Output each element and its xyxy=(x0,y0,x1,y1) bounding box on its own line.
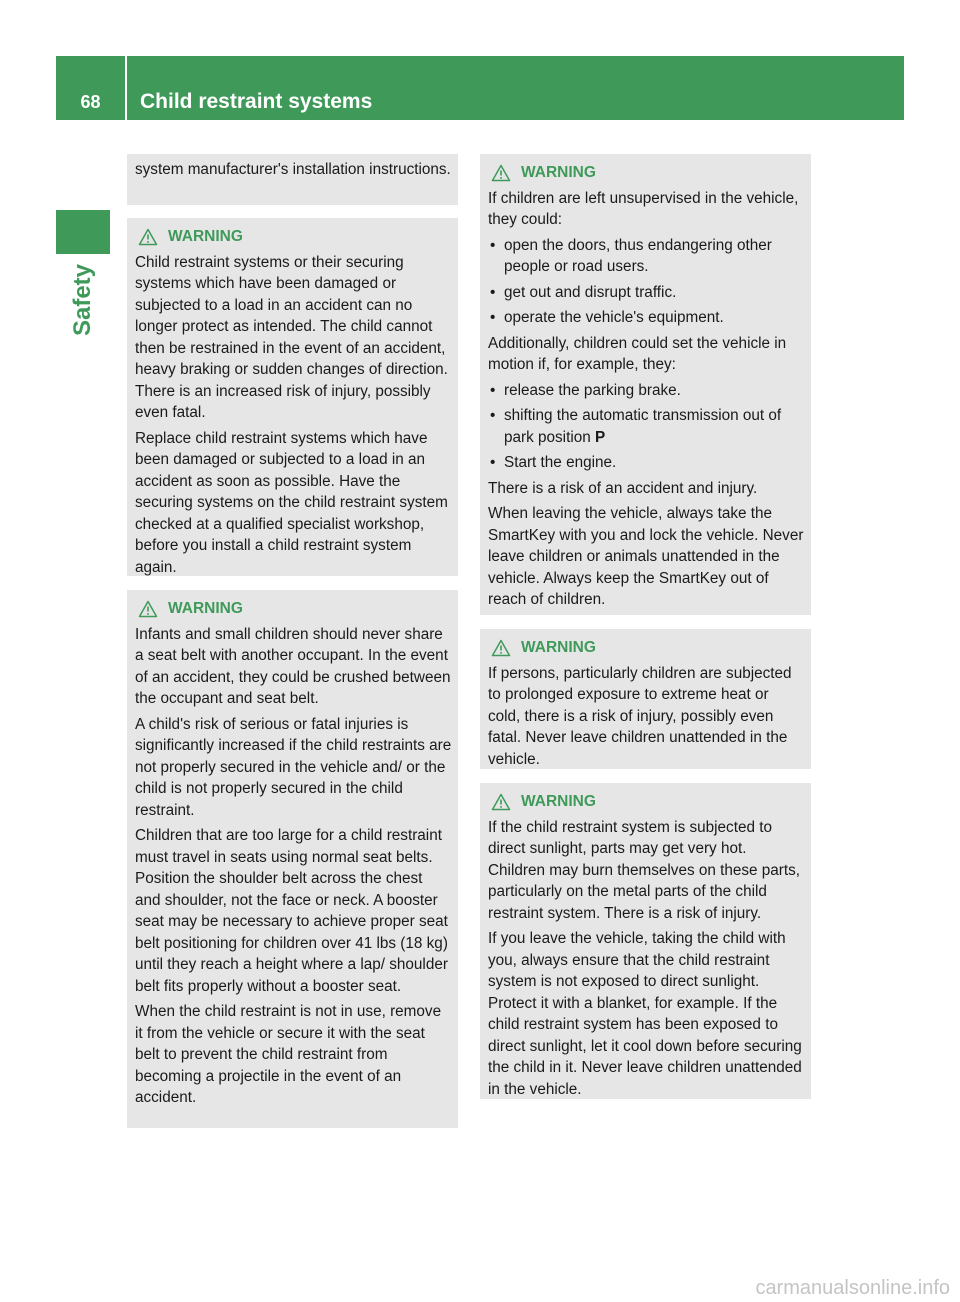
warning-title: WARNING xyxy=(521,164,596,181)
warning-paragraph: If persons, particularly children are subjected to prolonged exposure to extreme heat or cold, there is a risk of injury, possibly even fatal. Never leave children unattended in the vehicle. xyxy=(488,664,792,768)
warning-heading xyxy=(488,162,805,184)
list-item: • release the parking brake. xyxy=(488,380,805,402)
warning-triangle-icon xyxy=(138,228,158,246)
warning-heading xyxy=(135,598,452,620)
header-divider xyxy=(125,56,127,120)
watermark: carmanualsonline.info xyxy=(755,1277,950,1299)
list-item-text: shifting the automatic transmission out of park position xyxy=(504,407,782,446)
warning-box-unsupervised-children xyxy=(480,154,811,615)
warning-triangle-icon xyxy=(491,793,511,811)
bullet-list-motion xyxy=(488,380,805,474)
side-tab-marker xyxy=(56,210,110,254)
section-title: Child restraint systems xyxy=(140,90,373,113)
warning-triangle-icon xyxy=(491,639,511,657)
list-item: • operate the vehicle's equipment. xyxy=(488,307,805,329)
warning-paragraph: If the child restraint system is subjected to direct sunlight, parts may get very hot. Children may burn themselves on these parts, particularly on the metal parts of the child restraint system. There is a risk of injury. xyxy=(488,818,801,922)
page-number: 68 xyxy=(80,92,101,112)
park-position-letter: P xyxy=(594,428,606,446)
warning-paragraph: Infants and small children should never share a seat belt with another occupant. In the event of an accident, they could be crushed between the occupant and seat belt. xyxy=(135,625,451,707)
warning-box-extreme-temperature xyxy=(480,629,811,769)
intro-text: system manufacturer's installation instructions. xyxy=(135,161,451,178)
warning-heading xyxy=(488,637,805,659)
warning-box-seat-belt-sharing xyxy=(127,590,458,1128)
warning-heading xyxy=(135,226,452,248)
list-item: • get out and disrupt traffic. xyxy=(488,282,805,304)
warning-paragraph: Replace child restraint systems which have been damaged or subjected to a load in an accident as soon as possible. Have the securing systems on the child restraint system checked at a qualified specialist workshop, before you install a child restraint system again. xyxy=(135,429,448,576)
warning-intro: If children are left unsupervised in the vehicle, they could: xyxy=(488,189,799,228)
warning-box-direct-sunlight xyxy=(480,783,811,1099)
intro-continuation-box xyxy=(127,154,458,205)
list-item xyxy=(488,405,805,448)
side-section-label: Safety xyxy=(69,263,96,337)
warning-paragraph: When leaving the vehicle, always take the SmartKey with you and lock the vehicle. Never leave children or animals unattended in the vehicle. Always keep the SmartKey out of reach of children. xyxy=(488,505,804,608)
warning-box-damaged-restraints xyxy=(127,218,458,576)
warning-paragraph: If you leave the vehicle, taking the child with you, always ensure that the child restraint system is not exposed to direct sunlight. Protect it with a blanket, for example. If the child restraint system has been exposed to direct sunlight, let it cool down before securing the child in it. Never leave children unattended in the vehicle. xyxy=(488,930,802,1098)
warning-title: WARNING xyxy=(168,600,243,617)
warning-title: WARNING xyxy=(521,639,596,656)
warning-title: WARNING xyxy=(521,793,596,810)
warning-heading xyxy=(488,791,805,813)
warning-paragraph: When the child restraint is not in use, remove it from the vehicle or secure it with the seat belt to prevent the child restraint from becoming a projectile in the event of an accident. xyxy=(135,1003,442,1106)
warning-paragraph: There is a risk of an accident and injury. xyxy=(488,479,758,497)
warning-title: WARNING xyxy=(168,228,243,245)
warning-paragraph: A child's risk of serious or fatal injuries is significantly increased if the child restraints are not properly secured in the vehicle and/ or the child is not properly secured in the child restraint. xyxy=(135,715,452,819)
warning-paragraph: Child restraint systems or their securing systems which have been damaged or subjected to a load in an accident can no longer protect as intended. The child cannot then be restrained in the event of an accident, heavy braking or sudden changes of direction. There is an increased risk of injury, possibly even fatal. xyxy=(135,253,448,421)
warning-triangle-icon xyxy=(138,600,158,618)
warning-triangle-icon xyxy=(491,164,511,182)
list-item: • open the doors, thus endangering other people or road users. xyxy=(488,235,805,278)
warning-paragraph: Children that are too large for a child restraint must travel in seats using normal seat belts. Position the shoulder belt across the chest and shoulder, not the face or neck. A booster seat may be necessary to achieve proper seat belt positioning for children over 41 lbs (18 kg) until they reach a height where a lap/ shoulder belt fits properly without a booster seat. xyxy=(135,827,448,995)
bullet-list-risks xyxy=(488,235,805,329)
warning-paragraph: Additionally, children could set the vehicle in motion if, for example, they: xyxy=(488,334,787,373)
list-item: • Start the engine. xyxy=(488,452,805,474)
